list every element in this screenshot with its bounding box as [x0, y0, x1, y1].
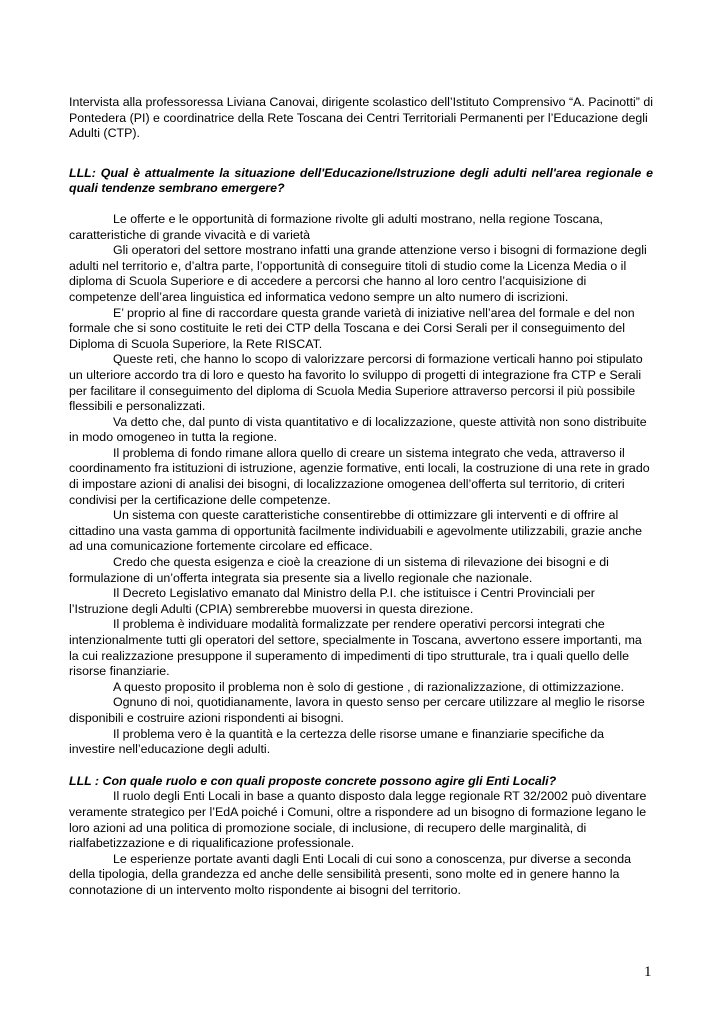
answer-1-paragraph: Ognuno di noi, quotidianamente, lavora in questo senso per cercare utilizzare al meglio le risorse disponibili e costruire azioni rispondenti ai bisogni. — [69, 695, 645, 725]
answer-1 — [69, 212, 653, 758]
answer-1-paragraph: Gli operatori del settore mostrano infatti una grande attenzione verso i bisogni di formazione degli adulti nel territorio e, d’altra parte, l’opportunità di conseguire titoli di studio come la Licenza Media o il diploma di Scuola Superiore e di accedere a percorsi che hanno al loro centro l’acquisizione di competenze dell’area linguistica ed informatica vedono sempre un alto numero di iscrizioni. — [69, 243, 647, 304]
question-2: LLL : Con quale ruolo e con quali proposte concrete possono agire gli Enti Locali? — [69, 773, 557, 788]
answer-1-paragraph: Il problema di fondo rimane allora quello di creare un sistema integrato che veda, attraverso il coordinamento fra istituzioni di istruzione, agenzie formative, enti locali, la costruzione di una rete in grado di impostare azioni di analisi dei bisogni, di localizzazione omogenea dell’offerta sul territorio, di criteri condivisi per la certificazione delle competenze. — [69, 445, 650, 507]
answer-1-paragraph: Il problema è individuare modalità formalizzate per rendere operativi percorsi integrati che intenzionalmente tutti gli operatori del settore, specialmente in Toscana, avvertono essere importanti, ma la cui realizzazione presuppone il superamento di impedimenti di tipo strutturale, tra i quali quello delle risorse finanziarie. — [69, 617, 642, 679]
page-number: 1 — [644, 964, 652, 980]
intro-paragraph: Intervista alla professoressa Liviana Canovai, dirigente scolastico dell’Istituto Comprensivo “A. Pacinotti” di Pontedera (PI) e coordinatrice della Rete Toscana dei Centri Territoriali Permanenti per l’Educazione degli Adulti (CTP). — [69, 95, 654, 141]
answer-1-paragraph: E’ proprio al fine di raccordare questa grande varietà di iniziative nell’area del formale e del non formale che si sono costituite le reti dei CTP della Toscana e dei Corsi Serali per il conseguimento del Diploma di Scuola Superiore, la Rete RISCAT. — [69, 305, 635, 351]
answer-2 — [69, 789, 653, 898]
answer-1-paragraph: Credo che questa esigenza e cioè la creazione di un sistema di rilevazione dei bisogni e di formulazione di un’offerta integrata sia presente sia a livello regionale che nazionale. — [69, 555, 609, 585]
answer-1-paragraph: Va detto che, dal punto di vista quantitativo e di localizzazione, queste attività non sono distribuite in modo omogeneo in tutta la regione. — [69, 414, 647, 445]
answer-1-paragraph: Il Decreto Legislativo emanato dal Ministro della P.I. che istituisce i Centri Provinciali per l’Istruzione degli Adulti (CPIA) sembrerebbe muoversi in questa direzione. — [69, 586, 595, 616]
answer-1-paragraph: Il problema vero è la quantità e la certezza delle risorse umane e finanziarie specifiche da investire nell’educazione degli adulti. — [69, 726, 605, 757]
document-page — [69, 95, 653, 899]
answer-1-paragraph: Un sistema con queste caratteristiche consentirebbe di ottimizzare gli interventi e di offrire al cittadino una vasta gamma di opportunità facilmente individuabili e agevolmente utilizzabili, grazie anche ad una comunicazione fortemente circolare ed efficace. — [69, 508, 643, 554]
answer-1-paragraph: Le offerte e le opportunità di formazione rivolte gli adulti mostrano, nella regione Toscana, caratteristiche di grande vivacità e di varietà — [69, 211, 603, 242]
answer-2-paragraph: Le esperienze portate avanti dagli Enti Locali di cui sono a conoscenza, pur diverse a seconda della tipologia, della grandezza ed anche delle sensibilità presenti, sono molte ed in genere hanno la connotazione di un intervento molto rispondente ai bisogni del territorio. — [69, 851, 631, 897]
question-1: LLL: Qual è attualmente la situazione dell'Educazione/Istruzione degli adulti nell'area regionale e quali tendenze sembrano emergere? — [69, 165, 653, 196]
answer-1-paragraph: A questo proposito il problema non è solo di gestione , di razionalizzazione, di ottimizzazione. — [113, 679, 625, 694]
answer-1-paragraph: Queste reti, che hanno lo scopo di valorizzare percorsi di formazione verticali hanno poi stipulato un ulteriore accordo tra di loro e questo ha favorito lo sviluppo di progetti di integrazione fra CTP e Serali per facilitare il conseguimento del diploma di Scuola Media Superiore attraverso percorsi il più possibile flessibili e personalizzati. — [69, 352, 643, 414]
answer-2-paragraph: Il ruolo degli Enti Locali in base a quanto disposto dala legge regionale RT 32/2002 può diventare veramente strategico per l’EdA poiché i Comuni, oltre a rispondere ad un bisogno di formazione legano le loro azioni ad una politica di promozione sociale, di inclusione, di recupero delle marginalità, di rialfabetizzazione e di riqualificazione professionale. — [69, 789, 647, 851]
